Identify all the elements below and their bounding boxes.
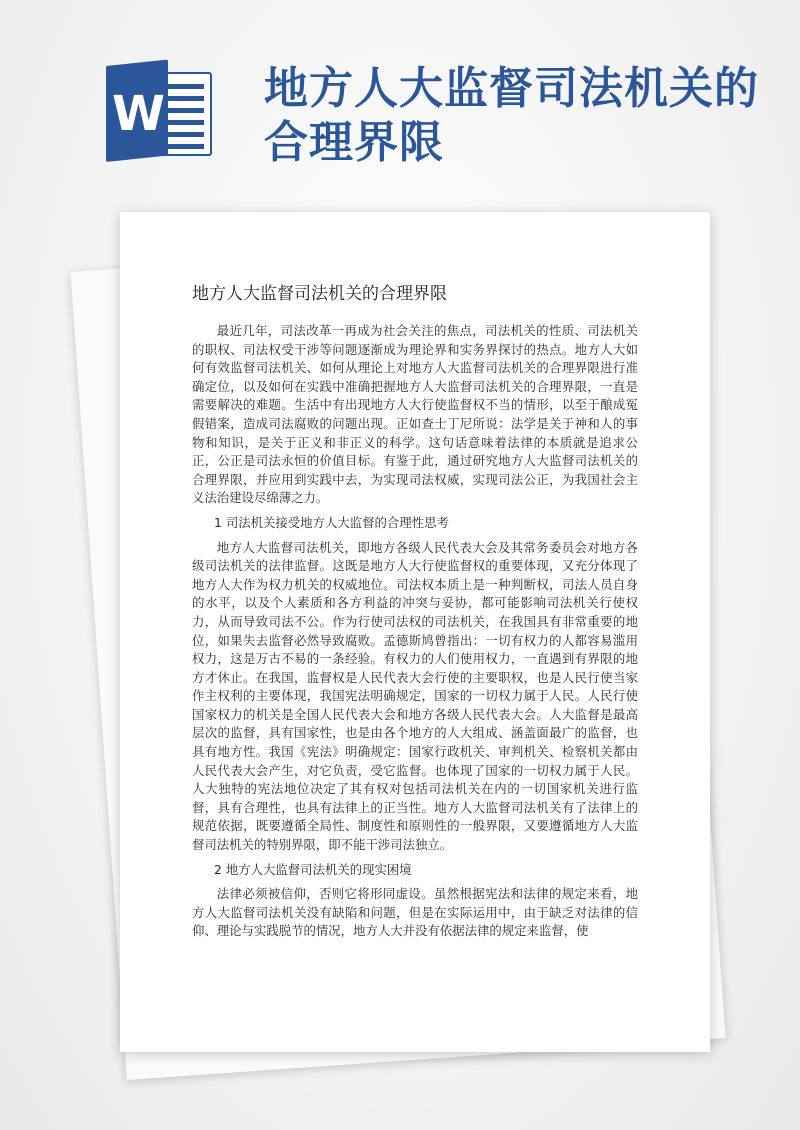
intro-paragraph: 最近几年，司法改革一再成为社会关注的焦点，司法机关的性质、司法机关的职权、司法权受干涉等问题逐渐成为理论界和实务界探讨的热点。地方人大如何有效监督司法机关、如何从理论上对地方人大监督司法机关的合理界限进行准确定位，以及如何在实践中准确把握地方人大监督司法机关的合理界限，一直是需要解决的难题。生活中有出现地方人大行使监督权不当的情形，以至于酿成冤假错案，造成司法腐败的问题出现。正如查士丁尼所说：法学是关于神和人的事物和知识，是关于正义和非正义的科学。这句话意味着法律的本质就是追求公正，公正是司法永恒的价值目标。有鉴于此，通过研究地方人大监督司法机关的合理界限，并应用到实践中去，为实现司法权威，实现司法公正，为我国社会主义法治建设尽绵薄之力。 [192, 323, 638, 506]
section-2-heading: 2 地方人大监督司法机关的现实困境 [214, 861, 412, 877]
section-2-paragraph: 法律必须被信仰，否则它将形同虚设。虽然根据宪法和法律的规定来看，地方人大监督司法机关没有缺陷和问题，但是在实际运用中，由于缺乏对法律的信仰、理论与实践脱节的情况，地方人大并没有依据法律的规定来监督，使 [192, 886, 638, 939]
document-title: 地方人大监督司法机关的合理界限 [192, 284, 447, 304]
document-body [192, 322, 638, 941]
word-document-icon [106, 66, 216, 162]
section-1-heading: 1 司法机关接受地方人大监督的合理性思考 [214, 514, 449, 530]
word-logo-letter: W [112, 86, 165, 142]
header-title: 地方人大监督司法机关的合理界限 [264, 63, 759, 168]
document-page [120, 212, 710, 1052]
section-1-paragraph: 地方人大监督司法机关，即地方各级人民代表大会及其常务委员会对地方各级司法机关的法律监督。这既是地方人大行使监督权的重要体现，又充分体现了地方人大作为权力机关的权威地位。司法权本质上是一种判断权，司法人员自身的水平，以及个人素质和各方利益的冲突与妥协，都可能影响司法机关行使权力，从而导致司法不公。作为行使司法权的司法机关，在我国具有非常重要的地位，如果失去监督必然导致腐败。孟德斯鸠曾指出：一切有权力的人都容易滥用权力，这是万古不易的一条经验。有权力的人们使用权力，一直遇到有界限的地方才休止。在我国，监督权是人民代表大会行使的主要职权，也是人民行使当家作主权利的主要体现，我国宪法明确规定，国家的一切权力属于人民。人民行使国家权力的机关是全国人民代表大会和地方各级人民代表大会。人大监督是最高层次的监督，具有国家性，也是由各个地方的人大组成、涵盖面最广的监督，也具有地方性。我国《宪法》明确规定：国家行政机关、审判机关、检察机关都由人民代表大会产生，对它负责，受它监督。也体现了国家的一切权力属于人民。人大独特的宪法地位决定了其有权对包括司法机关在内的一切国家机关进行监督，具有合理性，也具有法律上的正当性。地方人大监督司法机关有了法律上的规范依据，既要遵循全局性、制度性和原则性的一般界限，又要遵循地方人大监督司法机关的特别界限，即不能干涉司法独立。 [192, 539, 638, 853]
